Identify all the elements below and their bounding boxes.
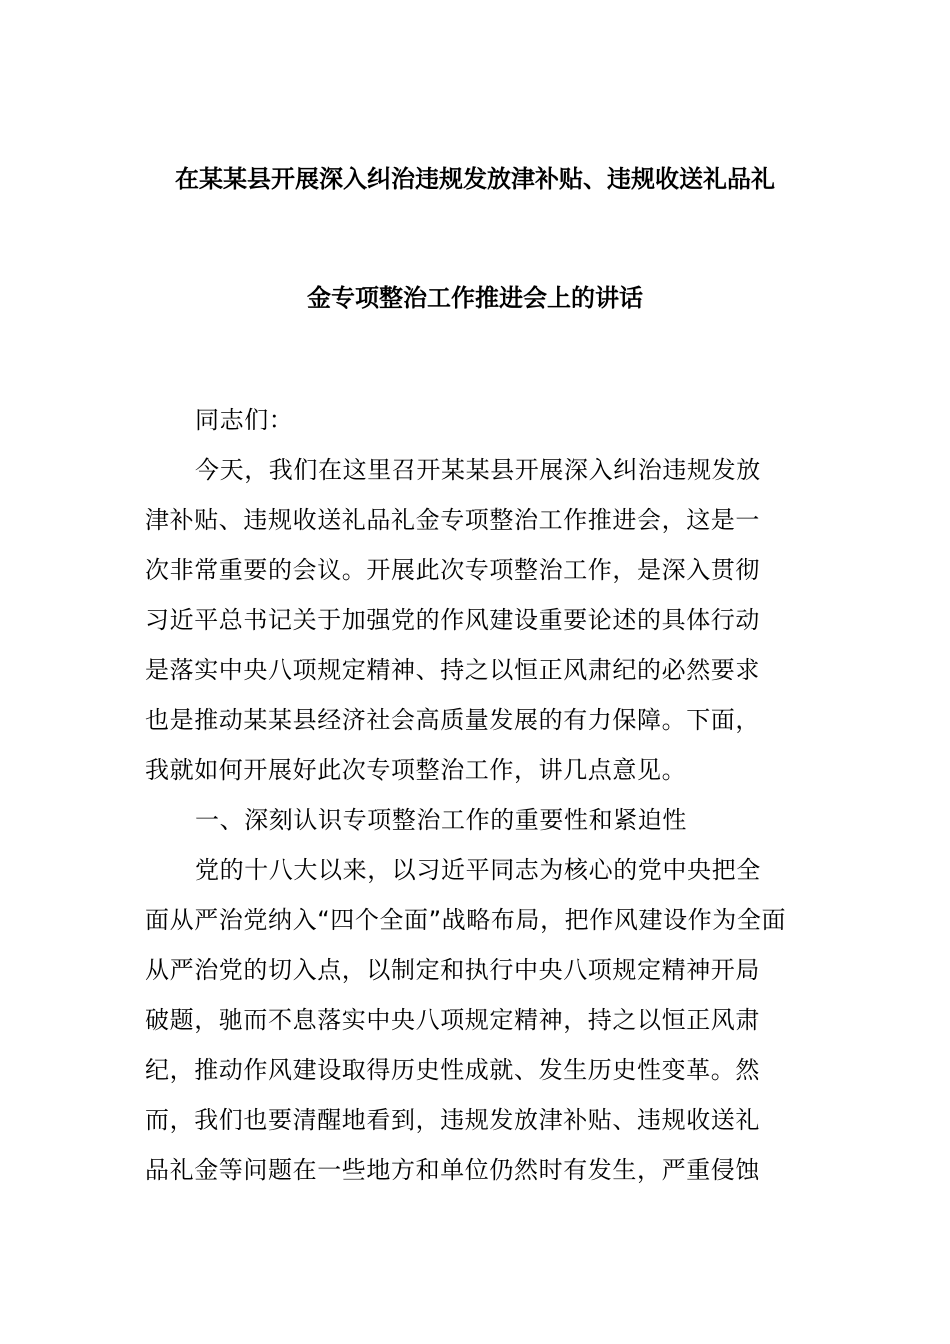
- paragraph-line: 今天，我们在这里召开某某县开展深入纠治违规发放: [195, 456, 761, 484]
- paragraph-line: 党的十八大以来，以习近平同志为核心的党中央把全: [195, 856, 761, 884]
- paragraph-line: 品礼金等问题在一些地方和单位仍然时有发生，严重侵蚀: [145, 1156, 760, 1184]
- paragraph-line: 是落实中央八项规定精神、持之以恒正风肃纪的必然要求: [145, 656, 760, 684]
- paragraph-line: 纪，推动作风建设取得历史性成就、发生历史性变革。然: [145, 1056, 760, 1084]
- section-heading: 一、深刻认识专项整治工作的重要性和紧迫性: [195, 806, 687, 834]
- paragraph-line: 面从严治党纳入“四个全面”战略布局，把作风建设作为全面: [145, 906, 787, 934]
- paragraph-line: 而，我们也要清醒地看到，违规发放津补贴、违规收送礼: [145, 1106, 760, 1134]
- paragraph-line: 也是推动某某县经济社会高质量发展的有力保障。下面，: [145, 706, 760, 734]
- paragraph-line: 习近平总书记关于加强党的作风建设重要论述的具体行动: [145, 606, 760, 634]
- paragraph-line: 破题，驰而不息落实中央八项规定精神，持之以恒正风肃: [145, 1006, 760, 1034]
- document-title-line-2: 金专项整治工作推进会上的讲话: [307, 284, 643, 312]
- paragraph-line: 津补贴、违规收送礼品礼金专项整治工作推进会，这是一: [145, 506, 760, 534]
- salutation: 同志们：: [195, 406, 294, 434]
- paragraph-line: 次非常重要的会议。开展此次专项整治工作，是深入贯彻: [145, 556, 760, 584]
- paragraph-line: 从严治党的切入点，以制定和执行中央八项规定精神开局: [145, 956, 760, 984]
- document-title-line-1: 在某某县开展深入纠治违规发放津补贴、违规收送礼品礼: [175, 165, 775, 193]
- paragraph-line: 我就如何开展好此次专项整治工作，讲几点意见。: [145, 756, 687, 784]
